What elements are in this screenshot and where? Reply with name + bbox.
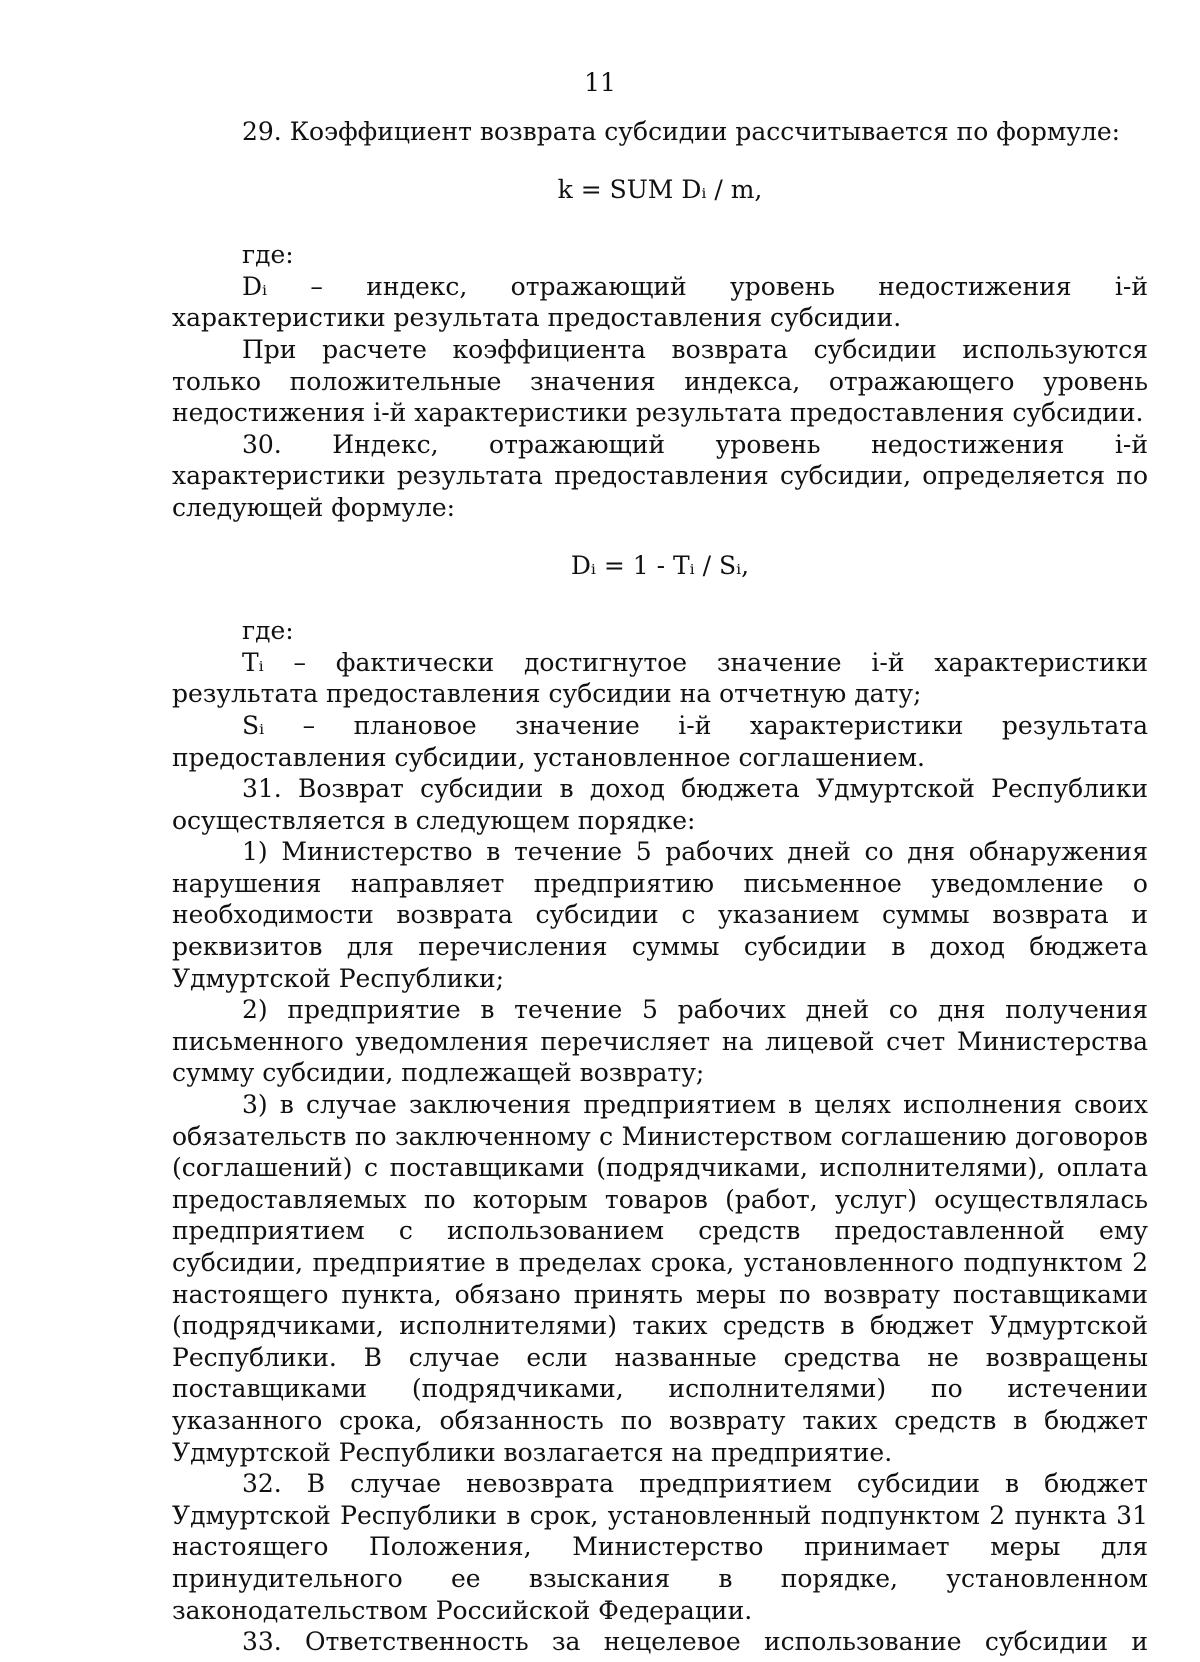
formula-d: Dᵢ = 1 - Tᵢ / Sᵢ, [570,550,750,580]
definition-di: Dᵢ – индекс, отражающий уровень недостижения i-й характеристики результата предоставления субсидии. [172,271,1148,333]
definition-ti: Tᵢ – фактически достигнутое значение i-й характеристики результата предоставления субсидии на отчетную дату; [172,647,1148,709]
clause-31-item-2: 2) предприятие в течение 5 рабочих дней со дня получения письменного уведомления перечисляет на лицевой счет Министерства сумму субсидии, подлежащей возврату; [172,995,1148,1088]
positive-values-paragraph: При расчете коэффициента возврата субсидии используются только положительные значения индекса, отражающего уровень недостижения i-й характеристики результата предоставления субсидии. [172,334,1148,428]
definition-si: Sᵢ – плановое значение i-й характеристики результата предоставления субсидии, установленное соглашением. [172,710,1148,772]
where-label: где: [242,240,294,270]
clause-31: 31. Возврат субсидии в доход бюджета Удмуртской Республики осуществляется в следующем порядке: [172,774,1148,835]
clause-33: 33. Ответственность за нецелевое использование субсидии и [242,1627,1148,1657]
clause-29-heading: 29. Коэффициент возврата субсидии рассчитывается по формуле: [242,117,1121,146]
clause-31-item-3: 3) в случае заключения предприятием в целях исполнения своих обязательств по заключенному с Министерством соглашению договоров (соглашений) с поставщиками (подрядчиками, исполнителями), оплата предоставляемых по которым товаров (работ, услуг) осуществлялась предприятием с использованием средств предоставленной ему субсидии, предприятие в пределах срока, установленного подпунктом 2 настоящего пункта, обязано принять меры по возврату поставщиками (подрядчиками, исполнителями) таких средств в бюджет Удмуртской Республики. В случае если названные средства не возвращены поставщиками (подрядчиками, исполнителями) по истечении указанного срока, обязанность по возврату таких средств в бюджет Удмуртской Республики возлагается на предприятие. [172,1090,1148,1467]
clause-30: 30. Индекс, отражающий уровень недостижения i-й характеристики результата предоставления субсидии, определяется по следующей формуле: [172,429,1148,522]
document-body [172,116,1148,1658]
clause-32: 32. В случае невозврата предприятием субсидии в бюджет Удмуртской Республики в срок, установленный подпунктом 2 пункта 31 настоящего Положения, Министерство принимает меры для принудительного ее взыскания в порядке, установленном законодательством Российской Федерации. [172,1469,1148,1625]
clause-31-item-1: 1) Министерство в течение 5 рабочих дней со дня обнаружения нарушения направляет предприятию письменное уведомление о необходимости возврата субсидии с указанием суммы возврата и реквизитов для перечисления суммы субсидии в доход бюджета Удмуртской Республики; [172,837,1148,993]
formula-k: k = SUM Dᵢ / m, [557,174,763,204]
page-number: 11 [584,68,616,97]
where-label: где: [242,616,294,646]
